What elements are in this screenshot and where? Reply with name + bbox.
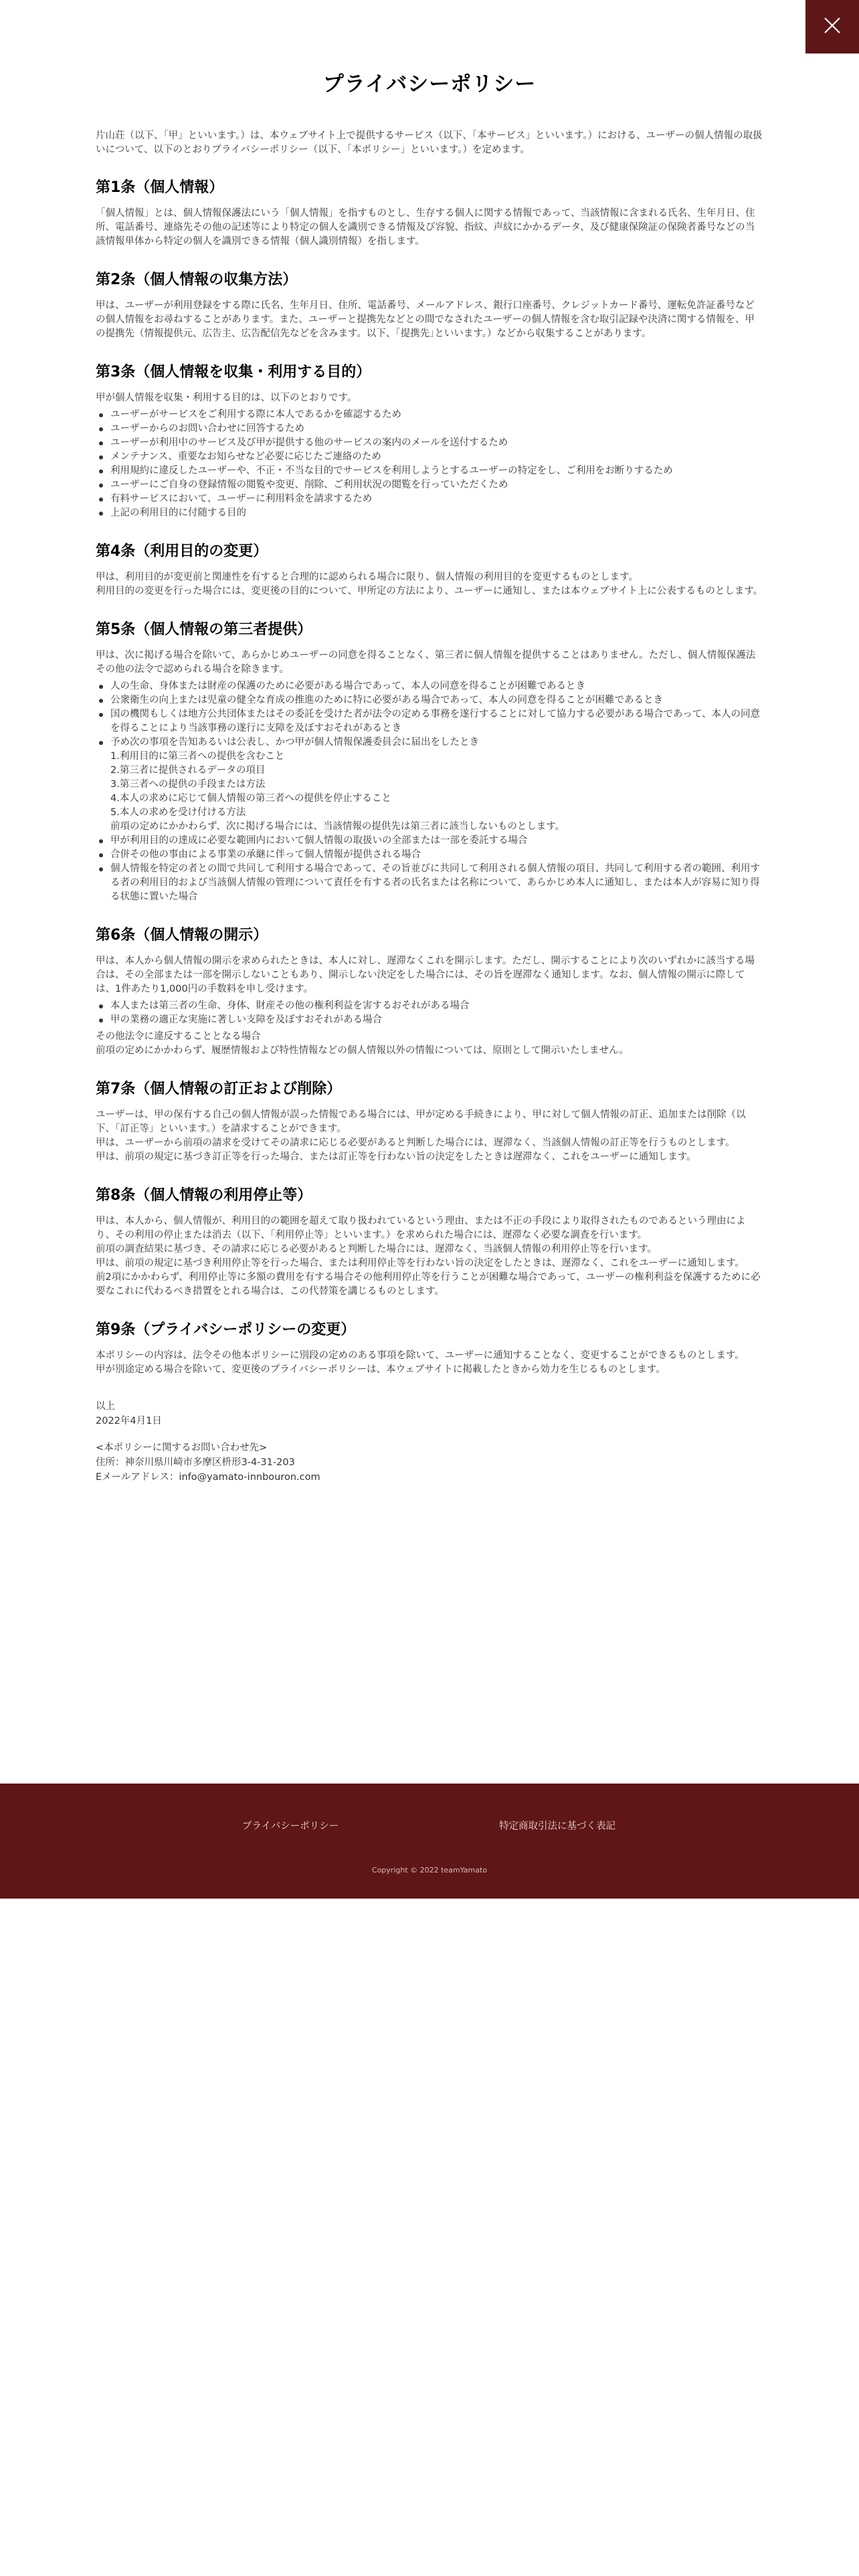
effective-date: 2022年4月1日 bbox=[96, 1416, 162, 1426]
list-item: ユーザーにご自身の登録情報の閲覧や変更、削除、ご利用状況の閲覧を行っていただくため bbox=[96, 478, 763, 492]
article-paragraph: 前項の定めにかかわらず、履歴情報および特性情報などの個人情報以外の情報については、原則として開示いたしません。 bbox=[96, 1045, 629, 1056]
list-item: 個人情報を特定の者との間で共同して利用する場合であって、その旨並びに共同して利用される個人情報の項目、共同して利用する者の範囲、利用する者の利用目的および当該個人情報の管理について責任を有する者の氏名または名称について、あらかじめ本人に通知し、または本人が容易に知り得る状態に置いた場合 bbox=[96, 862, 763, 904]
close-icon bbox=[822, 15, 842, 38]
article-title: 第9条（プライバシーポリシーの変更） bbox=[96, 1321, 356, 1338]
article-paragraph: 甲は、前項の規定に基づき利用停止等を行った場合、または利用停止等を行わない旨の決定をしたときは、遅滞なく、これをユーザーに通知します。 bbox=[96, 1258, 745, 1269]
article-8 bbox=[96, 1186, 763, 1299]
list-item: メンテナンス、重要なお知らせなど必要に応じたご連絡のため bbox=[96, 450, 763, 464]
article-list bbox=[96, 679, 763, 904]
intro-text: 片山荘（以下、「甲」といいます。）は、本ウェブサイト上で提供するサービス（以下、「本サービス」といいます。）における、ユーザーの個人情報の取扱いについて、以下のとおりプライバシーポリシー（以下、「本ポリシー」といいます。）を定めます。 bbox=[96, 130, 763, 155]
article-paragraph: ユーザーは、甲の保有する自己の個人情報が誤った情報である場合には、甲が定める手続きにより、甲に対して個人情報の訂正、追加または削除（以下、「訂正等」といいます。）を請求することができます。 bbox=[96, 1109, 746, 1134]
list-item-line: 2.第三者に提供されるデータの項目 bbox=[110, 765, 266, 776]
article-9 bbox=[96, 1321, 763, 1377]
article-list bbox=[96, 999, 763, 1027]
article-2 bbox=[96, 271, 763, 341]
list-item: 甲の業務の適正な実施に著しい支障を及ぼすおそれがある場合 bbox=[96, 1013, 763, 1027]
list-item: ユーザーがサービスをご利用する際に本人であるかを確認するため bbox=[96, 408, 763, 422]
list-item: 本人または第三者の生命、身体、財産その他の権利利益を害するおそれがある場合 bbox=[96, 999, 763, 1013]
footer-link-privacy-policy[interactable]: プライバシーポリシー bbox=[242, 1821, 339, 1832]
list-item: ユーザーが利用中のサービス及び甲が提供する他のサービスの案内のメールを送付するため bbox=[96, 436, 763, 450]
article-title: 第1条（個人情報） bbox=[96, 179, 224, 196]
article-title: 第4条（利用目的の変更） bbox=[96, 543, 268, 560]
list-item-line: 3.第三者への提供の手段または方法 bbox=[110, 779, 266, 790]
closing-section bbox=[96, 1399, 763, 1485]
article-paragraph: 甲は、本人から、個人情報が、利用目的の範囲を超えて取り扱われているという理由、または不正の手段により取得されたものであるという理由により、その利用の停止または消去（以下、「利用停止等」といいます。）を求められた場合には、遅滞なく必要な調査を行います。 bbox=[96, 1216, 746, 1241]
article-title: 第7条（個人情報の訂正および削除） bbox=[96, 1081, 342, 1097]
footer-link-commercial-law[interactable]: 特定商取引法に基づく表記 bbox=[499, 1821, 615, 1832]
policy-content bbox=[96, 67, 763, 1485]
article-title: 第8条（個人情報の利用停止等） bbox=[96, 1187, 312, 1204]
page-title: プライバシーポリシー bbox=[322, 72, 537, 96]
article-1 bbox=[96, 179, 763, 249]
article-6 bbox=[96, 926, 763, 1058]
article-paragraph: 甲が個人情報を収集・利用する目的は、以下のとおりです。 bbox=[96, 393, 357, 403]
copyright-text: Copyright © 2022 teamYamato bbox=[371, 1866, 488, 1874]
list-item: 合併その他の事由による事業の承継に伴って個人情報が提供される場合 bbox=[96, 848, 763, 862]
list-item: 有料サービスにおいて、ユーザーに利用料金を請求するため bbox=[96, 492, 763, 506]
article-paragraph: 甲は、本人から個人情報の開示を求められたときは、本人に対し、遅滞なくこれを開示します。ただし、開示することにより次のいずれかに該当する場合は、その全部または一部を開示しないこともあり、開示しない決定をした場合には、その旨を遅滞なく通知します。なお、個人情報の開示に際しては、1件あたり1,000円の手数料を申し受けます。 bbox=[96, 956, 755, 994]
list-item: 甲が利用目的の達成に必要な範囲内において個人情報の取扱いの全部または一部を委託する場合 bbox=[96, 834, 763, 848]
article-title: 第2条（個人情報の収集方法） bbox=[96, 272, 298, 288]
article-paragraph: 甲は、前項の規定に基づき訂正等を行った場合、または訂正等を行わない旨の決定をしたときは遅滞なく、これをユーザーに通知します。 bbox=[96, 1152, 696, 1162]
article-paragraph: 「個人情報」とは、個人情報保護法にいう「個人情報」を指すものとし、生存する個人に関する情報であって、当該情報に含まれる氏名、生年月日、住所、電話番号、連絡先その他の記述等により特定の個人を識別できる情報及び容貌、指紋、声紋にかかるデータ、及び健康保険証の保険者番号などの当該情報単体から特定の個人を識別できる情報（個人識別情報）を指します。 bbox=[96, 208, 755, 247]
list-item: 利用規約に違反したユーザーや、不正・不当な目的でサービスを利用しようとするユーザーの特定をし、ご利用をお断りするため bbox=[96, 464, 763, 478]
list-item-line: 4.本人の求めに応じて個人情報の第三者への提供を停止すること bbox=[110, 793, 391, 804]
article-paragraph: 甲は、ユーザーが利用登録をする際に氏名、生年月日、住所、電話番号、メールアドレス、銀行口座番号、クレジットカード番号、運転免許証番号などの個人情報をお尋ねすることがあります。また、ユーザーと提携先などとの間でなされたユーザーの個人情報を含む取引記録や決済に関する情報を、甲の提携先（情報提供元、広告主、広告配信先などを含みます。以下、｢提携先｣といいます。）などから収集することがあります。 bbox=[96, 300, 755, 339]
article-paragraph: 甲が別途定める場合を除いて、変更後のプライバシーポリシーは、本ウェブサイトに掲載したときから効力を生じるものとします。 bbox=[96, 1364, 666, 1375]
article-paragraph: 前項の調査結果に基づき、その請求に応じる必要があると判断した場合には、遅滞なく、当該個人情報の利用停止等を行います。 bbox=[96, 1244, 657, 1255]
article-5 bbox=[96, 621, 763, 904]
article-title: 第5条（個人情報の第三者提供） bbox=[96, 621, 312, 638]
list-item: ユーザーからのお問い合わせに回答するため bbox=[96, 422, 763, 436]
article-7 bbox=[96, 1080, 763, 1164]
article-3 bbox=[96, 363, 763, 520]
article-paragraph: 本ポリシーの内容は、法令その他本ポリシーに別段の定めのある事項を除いて、ユーザーに通知することなく、変更することができるものとします。 bbox=[96, 1350, 745, 1361]
list-item: 国の機関もしくは地方公共団体またはその委託を受けた者が法令の定める事務を遂行することに対して協力する必要がある場合であって、本人の同意を得ることにより当該事務の遂行に支障を及ぼすおそれがあるとき bbox=[96, 708, 763, 736]
footer bbox=[0, 1784, 859, 1899]
articles-container bbox=[96, 179, 763, 1377]
article-4 bbox=[96, 542, 763, 599]
article-paragraph: 前2項にかかわらず、利用停止等に多額の費用を有する場合その他利用停止等を行うことが困難な場合であって、ユーザーの権利利益を保護するために必要なこれに代わるべき措置をとれる場合は、この代替策を講じるものとします。 bbox=[96, 1272, 761, 1297]
article-list bbox=[96, 408, 763, 520]
article-paragraph: 利用目的の変更を行った場合には、変更後の目的について、甲所定の方法により、ユーザーに通知し、または本ウェブサイト上に公表するものとします。 bbox=[96, 586, 763, 597]
close-button[interactable] bbox=[805, 0, 859, 53]
footer-links bbox=[0, 1818, 859, 1834]
contact-email: Eメールアドレス：info@yamato-innbouron.com bbox=[96, 1472, 320, 1483]
list-item-line: 1.利用目的に第三者への提供を含むこと bbox=[110, 751, 285, 762]
list-item-line: 5.本人の求めを受け付ける方法 bbox=[110, 807, 246, 818]
end-label: 以上 bbox=[96, 1401, 115, 1412]
contact-address: 住所：神奈川県川崎市多摩区枡形3-4-31-203 bbox=[96, 1457, 295, 1468]
article-paragraph: 甲は、利用目的が変更前と関連性を有すると合理的に認められる場合に限り、個人情報の利用目的を変更するものとします。 bbox=[96, 572, 638, 582]
list-item-line: 予め次の事項を告知あるいは公表し、かつ甲が個人情報保護委員会に届出をしたとき bbox=[110, 737, 479, 748]
article-title: 第6条（個人情報の開示） bbox=[96, 927, 268, 944]
article-paragraph: 甲は、ユーザーから前項の請求を受けてその請求に応じる必要があると判断した場合には、遅滞なく、当該個人情報の訂正等を行うものとします。 bbox=[96, 1138, 735, 1148]
contact-heading: <本ポリシーに関するお問い合わせ先> bbox=[96, 1442, 268, 1453]
list-item: 人の生命、身体または財産の保護のために必要がある場合であって、本人の同意を得ることが困難であるとき bbox=[96, 679, 763, 693]
article-title: 第3条（個人情報を収集・利用する目的） bbox=[96, 364, 371, 381]
article-paragraph: その他法令に違反することとなる場合 bbox=[96, 1031, 261, 1042]
list-item bbox=[96, 736, 763, 834]
list-item: 上記の利用目的に付随する目的 bbox=[96, 506, 763, 520]
article-paragraph: 甲は、次に掲げる場合を除いて、あらかじめユーザーの同意を得ることなく、第三者に個人情報を提供することはありません。ただし、個人情報保護法その他の法令で認められる場合を除きます。 bbox=[96, 650, 756, 675]
list-item: 公衆衛生の向上または児童の健全な育成の推進のために特に必要がある場合であって、本人の同意を得ることが困難であるとき bbox=[96, 693, 763, 708]
list-item-line: 前項の定めにかかわらず、次に掲げる場合には、当該情報の提供先は第三者に該当しないものとします。 bbox=[110, 821, 565, 832]
